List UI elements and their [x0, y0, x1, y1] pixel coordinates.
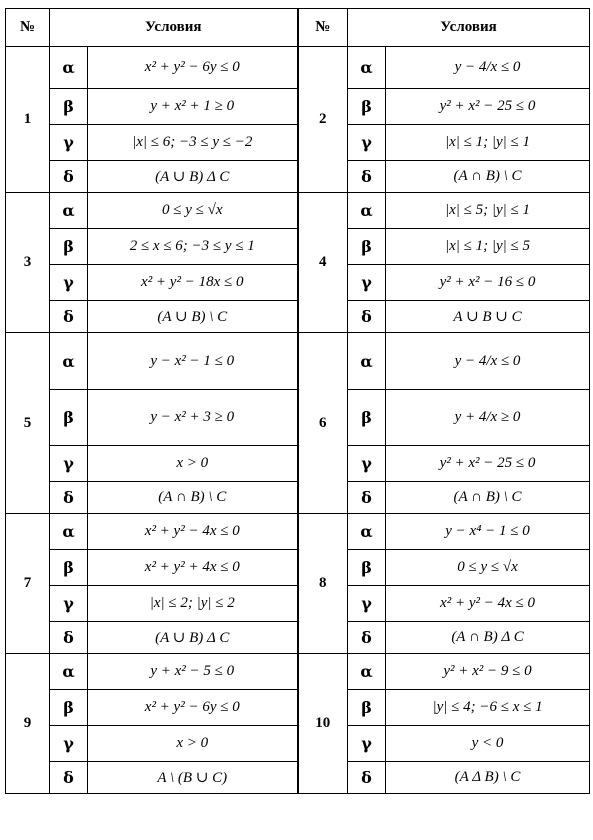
condition-letter-right: δ [348, 622, 386, 654]
condition-letter-left: α [50, 47, 88, 89]
condition-formula-left: x > 0 [88, 446, 298, 482]
condition-formula-left: y − x² + 3 ≥ 0 [88, 390, 298, 446]
condition-letter-right: α [348, 193, 386, 229]
condition-formula-right: y² + x² − 9 ≤ 0 [386, 654, 590, 690]
condition-letter-right: γ [348, 726, 386, 762]
condition-formula-right: (A ∩ B) \ C [386, 161, 590, 193]
condition-formula-left: x² + y² − 6y ≤ 0 [88, 47, 298, 89]
condition-letter-left: δ [50, 301, 88, 333]
condition-letter-left: β [50, 390, 88, 446]
condition-formula-right: A ∪ B ∪ C [386, 301, 590, 333]
condition-letter-left: δ [50, 482, 88, 514]
condition-letter-right: α [348, 514, 386, 550]
condition-letter-right: β [348, 89, 386, 125]
condition-letter-left: α [50, 654, 88, 690]
condition-letter-left: γ [50, 726, 88, 762]
header-num-left: № [6, 9, 50, 47]
condition-letter-left: γ [50, 446, 88, 482]
header-cond-right: Условия [348, 9, 590, 47]
condition-letter-left: γ [50, 265, 88, 301]
conditions-table-container [5, 8, 590, 794]
condition-formula-right: y² + x² − 25 ≤ 0 [386, 89, 590, 125]
condition-formula-left: (A ∪ B) Δ C [88, 622, 298, 654]
table-row [6, 47, 590, 89]
table-body [6, 47, 590, 794]
table-row [6, 514, 590, 550]
condition-formula-right: (A ∩ B) Δ C [386, 622, 590, 654]
condition-letter-right: δ [348, 762, 386, 794]
condition-formula-left: (A ∩ B) \ C [88, 482, 298, 514]
condition-letter-right: δ [348, 301, 386, 333]
condition-letter-right: δ [348, 482, 386, 514]
condition-formula-left: 2 ≤ x ≤ 6; −3 ≤ y ≤ 1 [88, 229, 298, 265]
condition-letter-left: γ [50, 586, 88, 622]
variant-number-right: 4 [298, 193, 348, 333]
table-row [6, 193, 590, 229]
condition-formula-left: x² + y² + 4x ≤ 0 [88, 550, 298, 586]
condition-formula-right: y² + x² − 16 ≤ 0 [386, 265, 590, 301]
condition-formula-right: |x| ≤ 1; |y| ≤ 5 [386, 229, 590, 265]
variant-number-right: 10 [298, 654, 348, 794]
variant-number-left: 7 [6, 514, 50, 654]
header-num-right: № [298, 9, 348, 47]
condition-formula-right: y − 4/x ≤ 0 [386, 47, 590, 89]
condition-letter-left: α [50, 333, 88, 390]
condition-letter-right: δ [348, 161, 386, 193]
condition-letter-left: δ [50, 762, 88, 794]
variant-number-left: 1 [6, 47, 50, 193]
condition-formula-right: y < 0 [386, 726, 590, 762]
condition-letter-left: α [50, 193, 88, 229]
table-row [6, 333, 590, 390]
condition-letter-right: α [348, 654, 386, 690]
condition-formula-right: (A ∩ B) \ C [386, 482, 590, 514]
condition-formula-left: (A ∪ B) Δ C [88, 161, 298, 193]
condition-letter-right: β [348, 390, 386, 446]
variant-number-right: 8 [298, 514, 348, 654]
conditions-table [5, 8, 590, 794]
condition-letter-left: β [50, 690, 88, 726]
condition-letter-left: γ [50, 125, 88, 161]
variant-number-right: 2 [298, 47, 348, 193]
condition-letter-right: γ [348, 446, 386, 482]
condition-formula-left: y + x² + 1 ≥ 0 [88, 89, 298, 125]
header-cond-left: Условия [50, 9, 298, 47]
condition-formula-left: x > 0 [88, 726, 298, 762]
condition-formula-right: y − 4/x ≤ 0 [386, 333, 590, 390]
variant-number-left: 5 [6, 333, 50, 514]
condition-formula-right: x² + y² − 4x ≤ 0 [386, 586, 590, 622]
condition-formula-left: y − x² − 1 ≤ 0 [88, 333, 298, 390]
condition-letter-right: γ [348, 586, 386, 622]
condition-formula-left: y + x² − 5 ≤ 0 [88, 654, 298, 690]
condition-letter-right: β [348, 229, 386, 265]
condition-formula-right: y + 4/x ≥ 0 [386, 390, 590, 446]
condition-letter-right: β [348, 550, 386, 586]
condition-letter-right: γ [348, 125, 386, 161]
condition-letter-right: α [348, 47, 386, 89]
condition-formula-left: |x| ≤ 6; −3 ≤ y ≤ −2 [88, 125, 298, 161]
condition-formula-right: |x| ≤ 5; |y| ≤ 1 [386, 193, 590, 229]
condition-formula-right: |x| ≤ 1; |y| ≤ 1 [386, 125, 590, 161]
condition-formula-left: (A ∪ B) \ C [88, 301, 298, 333]
condition-letter-left: β [50, 550, 88, 586]
condition-letter-left: δ [50, 161, 88, 193]
table-row [6, 654, 590, 690]
variant-number-right: 6 [298, 333, 348, 514]
condition-formula-right: y² + x² − 25 ≤ 0 [386, 446, 590, 482]
condition-formula-left: 0 ≤ y ≤ √x [88, 193, 298, 229]
header-row [6, 9, 590, 47]
condition-formula-left: x² + y² − 18x ≤ 0 [88, 265, 298, 301]
variant-number-left: 3 [6, 193, 50, 333]
condition-formula-left: A \ (B ∪ C) [88, 762, 298, 794]
variant-number-left: 9 [6, 654, 50, 794]
condition-letter-left: β [50, 229, 88, 265]
condition-formula-right: 0 ≤ y ≤ √x [386, 550, 590, 586]
condition-letter-left: δ [50, 622, 88, 654]
condition-formula-right: y − x⁴ − 1 ≤ 0 [386, 514, 590, 550]
condition-letter-right: α [348, 333, 386, 390]
condition-letter-left: β [50, 89, 88, 125]
condition-formula-left: |x| ≤ 2; |y| ≤ 2 [88, 586, 298, 622]
condition-formula-left: x² + y² − 6y ≤ 0 [88, 690, 298, 726]
condition-formula-right: (A Δ B) \ C [386, 762, 590, 794]
condition-letter-right: γ [348, 265, 386, 301]
condition-formula-left: x² + y² − 4x ≤ 0 [88, 514, 298, 550]
condition-letter-left: α [50, 514, 88, 550]
condition-formula-right: |y| ≤ 4; −6 ≤ x ≤ 1 [386, 690, 590, 726]
condition-letter-right: β [348, 690, 386, 726]
